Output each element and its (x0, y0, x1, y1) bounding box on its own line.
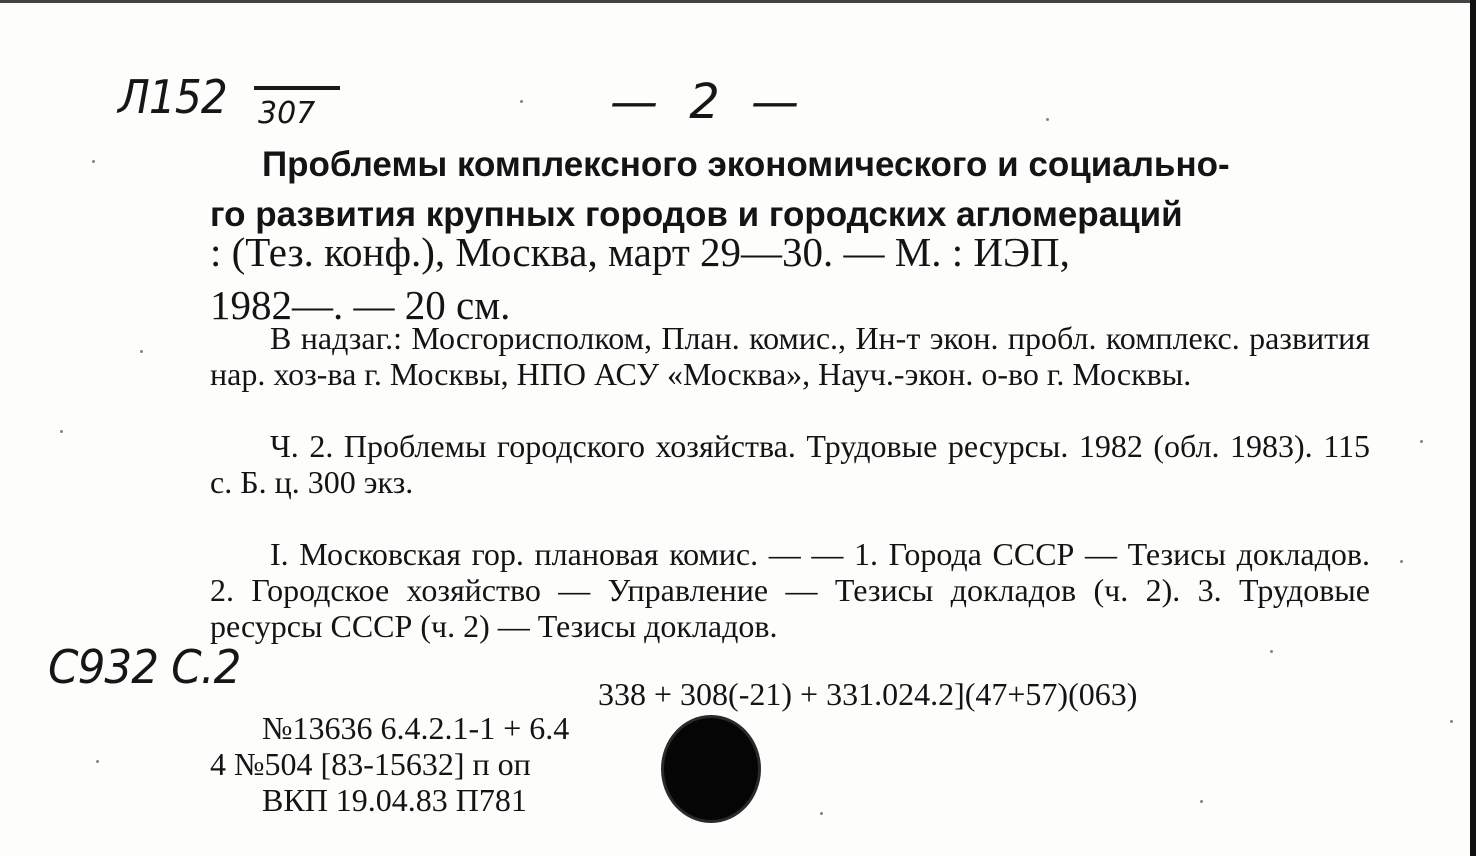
part-text: Ч. 2. Проблемы городского хозяйства. Трудовые ресурсы. 1982 (обл. 1983). 115 с. Б. ц. 300 экз. (210, 428, 1370, 500)
page-number: — 2 — (610, 74, 808, 130)
card-title (210, 140, 1370, 240)
subjects-text: I. Московская гор. плановая комис. — — 1. Города СССР — Тезисы докладов. 2. Городское хозяйство — Управление — Тезисы докладов (ч. 2). 3. Трудовые ресурсы СССР (ч. 2) — Тезисы докладов. (210, 536, 1370, 644)
fraction-bar (254, 86, 340, 90)
title-line-2: го развития крупных городов и городских агломераций (210, 195, 1183, 234)
part-paragraph (210, 428, 1370, 500)
sponsors-text: В надзаг.: Мосгорисполком, План. комис., Ин-т экон. пробл. комплекс. развития нар. хоз-ва г. Москвы, НПО АСУ «Москва», Науч.-экон. о-во г. Москвы. (210, 320, 1370, 392)
record-line-3: ВКП 19.04.83 П781 (262, 782, 527, 818)
subjects-paragraph (210, 536, 1370, 644)
sponsors-paragraph (210, 320, 1370, 392)
card-top-edge (0, 0, 1476, 3)
title-line-1: Проблемы комплексного экономического и социально- (262, 145, 1230, 184)
imprint (210, 226, 1370, 332)
handwritten-call-number: С932 С.2 (48, 640, 241, 694)
handwritten-shelf-mark: Л152 (118, 70, 227, 124)
punch-hole (664, 718, 758, 820)
handwritten-fraction-number: 307 (258, 96, 316, 131)
record-line-2: 4 №504 [83-15632] п оп (210, 746, 531, 782)
imprint-line-1: : (Тез. конф.), Москва, март 29—30. — М. : ИЭП, (210, 229, 1070, 275)
card-right-edge (1470, 0, 1476, 856)
udc-index: 338 + 308(-21) + 331.024.2](47+57)(063) (598, 676, 1138, 712)
imprint-line-2: 1982—. — 20 см. (210, 282, 511, 328)
record-line-1: №13636 6.4.2.1-1 + 6.4 (262, 710, 570, 746)
